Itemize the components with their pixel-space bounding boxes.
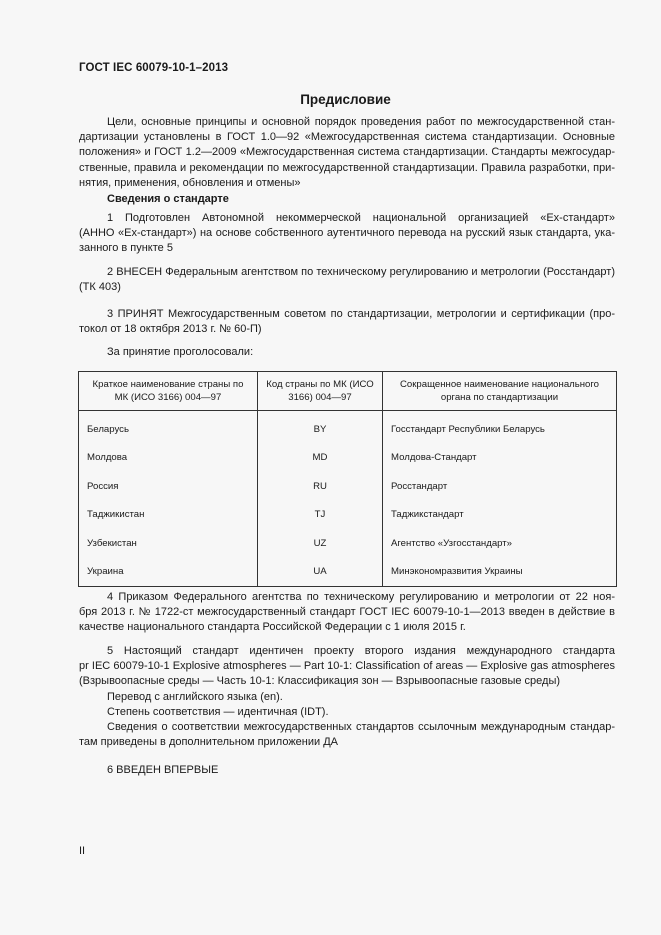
text-line: занного в пункте 5 xyxy=(79,242,173,255)
page-number: II xyxy=(79,845,86,857)
text-line: 4 Приказом Федерального агентства по техническому регулированию и метрологии от 22 ноя- xyxy=(107,591,615,603)
voted-label: За принятие проголосовали: xyxy=(107,346,254,358)
text-line: ственные, правила и рекомендации по межгосударственной стандартизации. Правила разработки, при- xyxy=(79,161,615,174)
cell-country: Молдова xyxy=(79,444,258,473)
text-line: положения» и ГОСТ 1.2—2009 «Межгосударственная система стандартизации. Стандарты межгосудар- xyxy=(79,146,615,159)
cell-code: UZ xyxy=(258,529,383,558)
table-row xyxy=(79,529,617,558)
voting-countries-table xyxy=(78,371,617,587)
text-line: там приведены в дополнительном приложении ДА xyxy=(79,736,339,749)
cell-body: Таджикстандарт xyxy=(383,501,617,530)
column-header-body: Сокращенное наименование национального органа по стандартизации xyxy=(383,372,617,411)
cell-code: TJ xyxy=(258,501,383,530)
cell-country: Беларусь xyxy=(79,411,258,444)
table-row xyxy=(79,472,617,501)
cell-country: Таджикистан xyxy=(79,501,258,530)
text-line: (Взрывоопасные среды — Часть 10-1: Классификация зон — Взрывоопасные газовые среды) xyxy=(79,675,561,688)
column-header-code: Код страны по МК (ИСО 3166) 004—97 xyxy=(258,372,383,411)
cell-country: Украина xyxy=(79,558,258,587)
text-line: нятия, применения, обновления и отмены» xyxy=(79,176,301,189)
item-1-paragraph xyxy=(79,211,615,257)
text-line: Сведения о соответствии межгосударственных стандартов ссылочным международным стандар- xyxy=(107,721,615,734)
cell-body: Молдова-Стандарт xyxy=(383,444,617,473)
text-line: 3 ПРИНЯТ Межгосударственным советом по стандартизации, метрологии и сертификации (про- xyxy=(107,308,615,320)
text-line: токол от 18 октября 2013 г. № 60-П) xyxy=(79,323,262,336)
text-line: (АННО «Ех-стандарт») на основе собственного аутентичного перевода на русский язык стандарта, ука- xyxy=(79,227,615,240)
intro-paragraph xyxy=(79,115,615,191)
cell-body: Минэкономразвития Украины xyxy=(383,558,617,587)
item-4-paragraph xyxy=(79,590,615,636)
text-line: бря 2013 г. № 1722-ст межгосударственный стандарт ГОСТ IEC 60079-10-1—2013 введен в действие в xyxy=(79,606,615,619)
conformity-line: Степень соответствия — идентичная (IDT). xyxy=(107,705,329,718)
text-line: дартизации установлены в ГОСТ 1.0—92 «Межгосударственная система стандартизации. Основные xyxy=(79,131,615,144)
cell-code: MD xyxy=(258,444,383,473)
table-row xyxy=(79,444,617,473)
page-title: Предисловие xyxy=(300,92,391,107)
text-line: (ТК 403) xyxy=(79,281,121,294)
item-2-paragraph xyxy=(79,265,615,295)
document-id: ГОСТ IEC 60079-10-1–2013 xyxy=(79,62,229,74)
cell-body: Росстандарт xyxy=(383,472,617,501)
cell-code: BY xyxy=(258,411,383,444)
cell-body: Госстандарт Республики Беларусь xyxy=(383,411,617,444)
table-header-row xyxy=(79,372,617,411)
column-header-country: Краткое наименование страны по МК (ИСО 3166) 004—97 xyxy=(79,372,258,411)
item-6-paragraph: 6 ВВЕДЕН ВПЕРВЫЕ xyxy=(107,764,219,776)
item-3-paragraph xyxy=(79,307,615,337)
table-row xyxy=(79,411,617,444)
text-line: pr IEC 60079-10-1 Explosive atmospheres — Part 10-1: Classification of areas — Explosive gas atmospheres xyxy=(79,660,615,673)
section-subheading: Сведения о стандарте xyxy=(107,193,229,205)
text-line: 1 Подготовлен Автономной некоммерческой национальной организацией «Ех-стандарт» xyxy=(107,212,615,224)
cell-country: Узбекистан xyxy=(79,529,258,558)
text-line: 5 Настоящий стандарт идентичен проекту второго издания международного стандарта xyxy=(107,645,615,657)
cell-body: Агентство «Узгосстандарт» xyxy=(383,529,617,558)
item-5-paragraph xyxy=(79,644,615,750)
cell-country: Россия xyxy=(79,472,258,501)
text-line: качестве национального стандарта Российской Федерации с 1 июля 2015 г. xyxy=(79,621,466,634)
text-line: 2 ВНЕСЕН Федеральным агентством по техническому регулированию и метрологии (Росстандарт) xyxy=(107,266,615,278)
table-row xyxy=(79,501,617,530)
cell-code: UA xyxy=(258,558,383,587)
text-line: Цели, основные принципы и основной порядок проведения работ по межгосударственной стан- xyxy=(107,116,615,128)
translation-line: Перевод с английского языка (en). xyxy=(107,690,283,703)
table-row xyxy=(79,558,617,587)
cell-code: RU xyxy=(258,472,383,501)
